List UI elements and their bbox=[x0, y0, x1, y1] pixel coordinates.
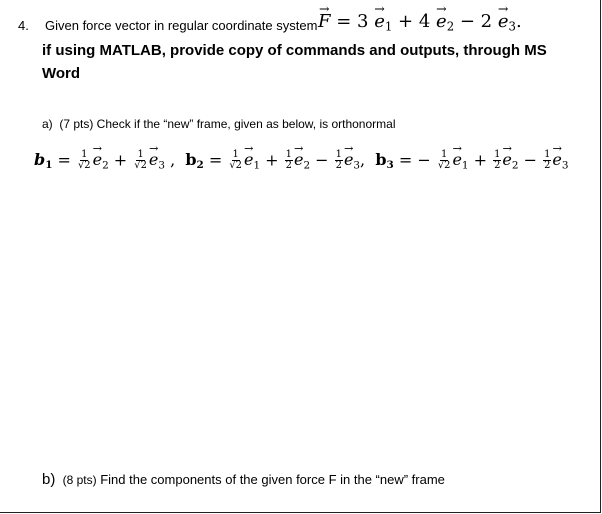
b3-name: b bbox=[375, 150, 387, 170]
instruction-line-1: if using MATLAB, provide copy of commands and outputs, through MS bbox=[42, 42, 547, 59]
force-coef-3: 2 bbox=[480, 11, 493, 32]
fraction: $\frac{1}{√2}$ bbox=[229, 149, 242, 172]
part-b bbox=[42, 471, 445, 488]
b1-name: b bbox=[34, 150, 46, 170]
fraction: $\frac{1}{2}$ bbox=[494, 149, 501, 172]
part-b-text: Find the components of the given force F in the “new” frame bbox=[100, 472, 445, 487]
fraction: $\frac{1}{√2}$ bbox=[437, 149, 451, 172]
part-a bbox=[42, 117, 395, 131]
force-coef-1: 3 bbox=[357, 11, 369, 32]
instruction-line-2: Word bbox=[42, 65, 81, 82]
part-a-label: a) bbox=[42, 117, 53, 131]
fraction: $\frac{1}{2}$ bbox=[544, 149, 551, 172]
part-b-points: (8 pts) bbox=[62, 473, 97, 487]
b2-name: b bbox=[185, 150, 197, 170]
basis-equations: $b_1$ = $\frac{1}{√2}$ → $e_2$ + $\frac{1}{√2}$ → $e_3$ , $b_2$ = $\frac{1}{√2}$ → $e_1$ + $\frac{1}{2}$ → $e_2$ − $\frac{1}{2}$ → $e_3$, $b_3$ = − $\frac{1}{√2}$ → $e_1$ + $\frac{1}{2}$ → $e_2$ − $\frac{1}{2}$ → $e_3$ bbox=[34, 150, 569, 172]
question-number: 4. bbox=[18, 18, 29, 33]
fraction: $\frac{1}{2}$ bbox=[285, 149, 292, 172]
question-text: Given force vector in regular coordinate system bbox=[45, 18, 318, 33]
force-coef-2: 4 bbox=[418, 11, 431, 32]
force-symbol: → F bbox=[318, 11, 331, 32]
fraction: $\frac{1}{√2}$ bbox=[134, 149, 147, 172]
part-a-text: (7 pts) Check if the “new” frame, given as below, is orthonormal bbox=[59, 117, 396, 131]
fraction: $\frac{1}{√2}$ bbox=[78, 149, 91, 172]
force-equation: → $F = 3 \to e_1 + 4 \to e_2 - 2 \to e_3$. bbox=[318, 11, 522, 34]
fraction: $\frac{1}{2}$ bbox=[335, 149, 342, 172]
part-b-label: b) bbox=[42, 471, 56, 488]
